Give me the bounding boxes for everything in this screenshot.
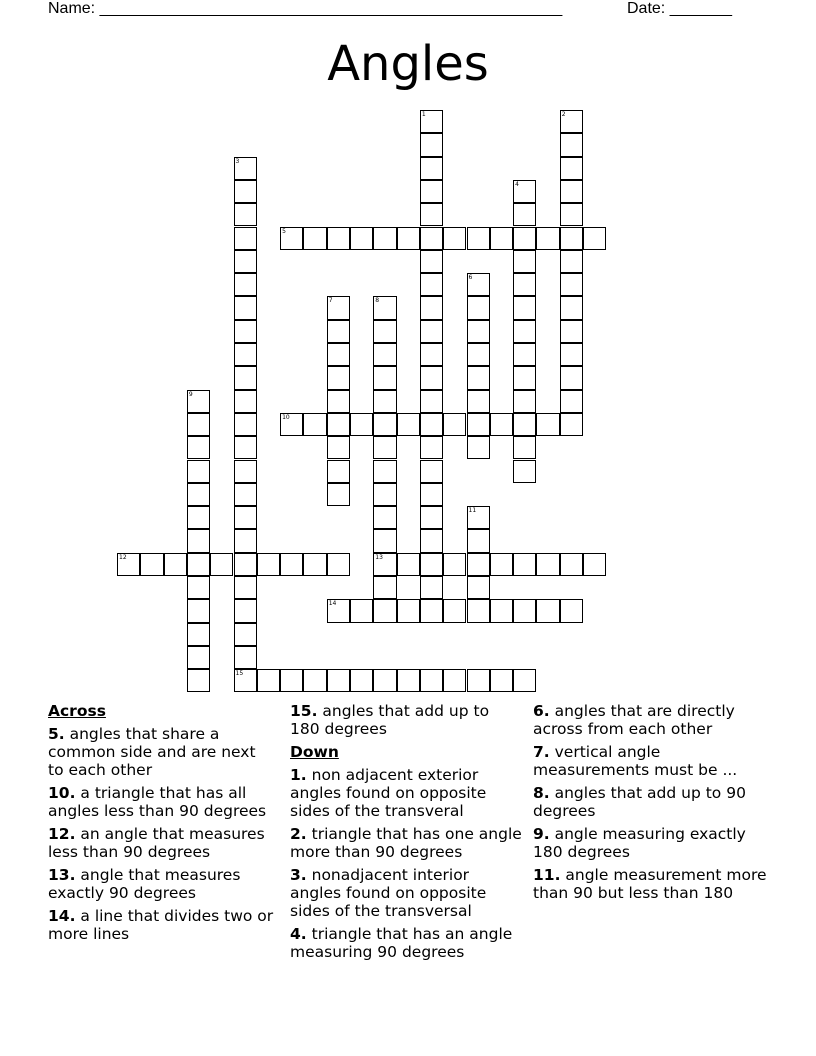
grid-cell[interactable]: [467, 436, 490, 459]
grid-cell[interactable]: [560, 157, 583, 180]
grid-cell[interactable]: [467, 669, 490, 692]
grid-cell[interactable]: [280, 553, 303, 576]
grid-cell[interactable]: [583, 227, 606, 250]
name-field[interactable]: Name: ____________________________________________________: [48, 0, 563, 17]
grid-cell[interactable]: [420, 343, 443, 366]
grid-cell[interactable]: [420, 250, 443, 273]
grid-cell[interactable]: [420, 506, 443, 529]
grid-cell[interactable]: [560, 227, 583, 250]
grid-cell[interactable]: [140, 553, 163, 576]
grid-cell[interactable]: [234, 250, 257, 273]
clue-number: 10.: [48, 784, 76, 802]
grid-cell[interactable]: [490, 599, 513, 622]
grid-cell[interactable]: [560, 366, 583, 389]
grid-cell[interactable]: [420, 413, 443, 436]
grid-cell[interactable]: [420, 436, 443, 459]
grid-cell[interactable]: [560, 599, 583, 622]
grid-cell[interactable]: [187, 436, 210, 459]
grid-cell[interactable]: [350, 413, 373, 436]
grid-cell[interactable]: [303, 227, 326, 250]
clue-down-4: [290, 925, 522, 961]
clue-across-13: [48, 866, 276, 902]
clue-number-label: 3: [235, 157, 240, 165]
grid-cell[interactable]: [513, 390, 536, 413]
grid-cell[interactable]: [467, 320, 490, 343]
grid-cell[interactable]: [327, 669, 350, 692]
clue-number: 14.: [48, 907, 76, 925]
grid-cell[interactable]: [397, 599, 420, 622]
grid-cell[interactable]: [234, 157, 257, 180]
clue-number: 7.: [533, 743, 550, 761]
clue-text: a triangle that has all angles less than 90 degrees: [48, 784, 267, 820]
grid-cell[interactable]: [234, 483, 257, 506]
grid-cell[interactable]: [303, 669, 326, 692]
grid-cell[interactable]: [420, 669, 443, 692]
grid-cell[interactable]: [560, 133, 583, 156]
grid-cell[interactable]: [234, 646, 257, 669]
grid-cell[interactable]: [117, 553, 140, 576]
clue-across-10: [48, 784, 276, 820]
grid-cell[interactable]: [210, 553, 233, 576]
grid-cell[interactable]: [420, 273, 443, 296]
grid-cell[interactable]: [397, 227, 420, 250]
grid-cell[interactable]: [373, 599, 396, 622]
grid-cell[interactable]: [513, 250, 536, 273]
clue-number: 5.: [48, 725, 65, 743]
grid-cell[interactable]: [420, 320, 443, 343]
grid-cell[interactable]: [443, 413, 466, 436]
grid-cell[interactable]: [327, 390, 350, 413]
grid-cell[interactable]: [373, 483, 396, 506]
grid-cell[interactable]: [513, 320, 536, 343]
grid-cell[interactable]: [560, 110, 583, 133]
grid-cell[interactable]: [234, 273, 257, 296]
grid-cell[interactable]: [467, 343, 490, 366]
clue-number-label: 4: [515, 180, 519, 188]
grid-cell[interactable]: [397, 553, 420, 576]
puzzle-title: Angles: [327, 36, 489, 92]
grid-cell[interactable]: [187, 506, 210, 529]
clue-down-9: [533, 825, 768, 861]
grid-cell[interactable]: [327, 413, 350, 436]
clue-text: angles that share a common side and are next to each other: [48, 725, 256, 779]
clue-across-5: [48, 725, 276, 779]
grid-cell[interactable]: [234, 669, 257, 692]
grid-cell[interactable]: [327, 483, 350, 506]
grid-cell[interactable]: [513, 553, 536, 576]
grid-cell[interactable]: [490, 413, 513, 436]
grid-cell[interactable]: [257, 669, 280, 692]
clue-number: 3.: [290, 866, 307, 884]
grid-cell[interactable]: [490, 553, 513, 576]
clue-text: an angle that measures less than 90 degrees: [48, 825, 265, 861]
clue-text: nonadjacent interior angles found on opposite sides of the transversal: [290, 866, 487, 920]
grid-cell[interactable]: [467, 599, 490, 622]
grid-cell[interactable]: [397, 669, 420, 692]
clue-text: vertical angle measurements must be ...: [533, 743, 738, 779]
clue-down-2: [290, 825, 522, 861]
grid-cell[interactable]: [513, 669, 536, 692]
grid-cell[interactable]: [420, 203, 443, 226]
grid-cell[interactable]: [280, 227, 303, 250]
grid-cell[interactable]: [373, 366, 396, 389]
grid-cell[interactable]: [420, 227, 443, 250]
clue-number: 1.: [290, 766, 307, 784]
clue-text: a line that divides two or more lines: [48, 907, 274, 943]
grid-cell[interactable]: [187, 390, 210, 413]
grid-cell[interactable]: [560, 273, 583, 296]
clue-number-label: 11: [468, 507, 477, 515]
grid-cell[interactable]: [560, 320, 583, 343]
grid-cell[interactable]: [420, 599, 443, 622]
grid-cell[interactable]: [234, 436, 257, 459]
grid-cell[interactable]: [467, 576, 490, 599]
grid-cell[interactable]: [420, 576, 443, 599]
clue-column-1: [48, 702, 276, 948]
grid-cell[interactable]: [373, 669, 396, 692]
clue-text: angles that add up to 90 degrees: [533, 784, 746, 820]
grid-cell[interactable]: [513, 436, 536, 459]
grid-cell[interactable]: [327, 366, 350, 389]
clue-across-15: [290, 702, 522, 738]
clue-number-label: 2: [561, 111, 566, 118]
grid-cell[interactable]: [303, 553, 326, 576]
clue-number-label: 8: [375, 297, 380, 305]
clue-number: 11.: [533, 866, 561, 884]
grid-cell[interactable]: [443, 553, 466, 576]
grid-cell[interactable]: [187, 553, 210, 576]
grid-cell[interactable]: [373, 436, 396, 459]
grid-cell[interactable]: [397, 413, 420, 436]
grid-cell[interactable]: [467, 553, 490, 576]
clue-number: 8.: [533, 784, 550, 802]
clue-number-label: 5: [282, 227, 286, 235]
clue-down-7: [533, 743, 768, 779]
grid-cell[interactable]: [443, 669, 466, 692]
grid-cell[interactable]: [420, 483, 443, 506]
grid-cell[interactable]: [560, 553, 583, 576]
clue-number: 4.: [290, 925, 307, 943]
grid-cell[interactable]: [234, 506, 257, 529]
grid-cell[interactable]: [536, 553, 559, 576]
grid-cell[interactable]: [187, 576, 210, 599]
grid-cell[interactable]: [513, 343, 536, 366]
grid-cell[interactable]: [420, 296, 443, 319]
grid-cell[interactable]: [187, 529, 210, 552]
clue-text: triangle that has one angle more than 90 degrees: [290, 825, 522, 861]
grid-cell[interactable]: [513, 460, 536, 483]
clue-text: non adjacent exterior angles found on opposite sides of the transveral: [290, 766, 487, 820]
clue-down-6: [533, 702, 768, 738]
grid-cell[interactable]: [234, 296, 257, 319]
clue-number-label: 10: [282, 413, 290, 421]
grid-cell[interactable]: [467, 529, 490, 552]
grid-cell[interactable]: [536, 599, 559, 622]
grid-cell[interactable]: [373, 390, 396, 413]
grid-cell[interactable]: [234, 320, 257, 343]
grid-cell[interactable]: [560, 390, 583, 413]
clue-number: 6.: [533, 702, 550, 720]
grid-cell[interactable]: [187, 460, 210, 483]
grid-cell[interactable]: [420, 157, 443, 180]
grid-cell[interactable]: [513, 413, 536, 436]
clue-number-label: 12: [119, 553, 127, 561]
grid-cell[interactable]: [443, 227, 466, 250]
grid-cell[interactable]: [420, 390, 443, 413]
clue-down-8: [533, 784, 768, 820]
grid-cell[interactable]: [467, 390, 490, 413]
grid-cell[interactable]: [420, 180, 443, 203]
grid-cell[interactable]: [420, 529, 443, 552]
grid-cell[interactable]: [327, 296, 350, 319]
grid-cell[interactable]: [187, 413, 210, 436]
grid-cell[interactable]: [234, 343, 257, 366]
grid-cell[interactable]: [373, 296, 396, 319]
grid-cell[interactable]: [234, 180, 257, 203]
grid-cell[interactable]: [350, 669, 373, 692]
clue-text: angle measuring exactly 180 degrees: [533, 825, 746, 861]
grid-cell[interactable]: [234, 390, 257, 413]
grid-cell[interactable]: [234, 576, 257, 599]
grid-cell[interactable]: [560, 203, 583, 226]
grid-cell[interactable]: [513, 203, 536, 226]
clue-number: 9.: [533, 825, 550, 843]
grid-cell[interactable]: [373, 320, 396, 343]
grid-cell[interactable]: [234, 529, 257, 552]
grid-cell[interactable]: [234, 553, 257, 576]
grid-cell[interactable]: [513, 273, 536, 296]
grid-cell[interactable]: [234, 599, 257, 622]
grid-cell[interactable]: [467, 366, 490, 389]
grid-cell[interactable]: [467, 413, 490, 436]
grid-cell[interactable]: [420, 133, 443, 156]
clue-across-14: [48, 907, 276, 943]
grid-cell[interactable]: [513, 180, 536, 203]
grid-cell[interactable]: [327, 320, 350, 343]
grid-cell[interactable]: [373, 506, 396, 529]
grid-cell[interactable]: [187, 669, 210, 692]
grid-cell[interactable]: [303, 413, 326, 436]
grid-cell[interactable]: [583, 553, 606, 576]
clue-text: angle measurement more than 90 but less than 180: [533, 866, 767, 902]
grid-cell[interactable]: [327, 460, 350, 483]
clue-number-label: 14: [328, 600, 337, 608]
grid-cell[interactable]: [560, 413, 583, 436]
grid-cell[interactable]: [467, 227, 490, 250]
grid-cell[interactable]: [420, 553, 443, 576]
grid-cell[interactable]: [467, 296, 490, 319]
grid-cell[interactable]: [327, 553, 350, 576]
clue-text: triangle that has an angle measuring 90 degrees: [290, 925, 513, 961]
grid-cell[interactable]: [420, 366, 443, 389]
grid-cell[interactable]: [373, 343, 396, 366]
clue-down-11: [533, 866, 768, 902]
grid-cell[interactable]: [490, 227, 513, 250]
grid-cell[interactable]: [350, 599, 373, 622]
grid-cell[interactable]: [373, 227, 396, 250]
clue-text: angle that measures exactly 90 degrees: [48, 866, 241, 902]
grid-cell[interactable]: [234, 203, 257, 226]
grid-cell[interactable]: [234, 366, 257, 389]
grid-cell[interactable]: [443, 599, 466, 622]
grid-cell[interactable]: [373, 576, 396, 599]
grid-cell[interactable]: [420, 110, 443, 133]
clue-number-label: 1: [421, 111, 426, 118]
grid-cell[interactable]: [164, 553, 187, 576]
clue-column-2: [290, 702, 522, 966]
clue-text: angles that add up to 180 degrees: [290, 702, 490, 738]
grid-cell[interactable]: [327, 343, 350, 366]
grid-cell[interactable]: [234, 227, 257, 250]
grid-cell[interactable]: [467, 506, 490, 529]
grid-cell[interactable]: [280, 669, 303, 692]
clue-number-label: 7: [328, 297, 333, 305]
down-heading: Down: [290, 743, 339, 761]
clue-text: angles that are directly across from each other: [533, 702, 735, 738]
clue-across-12: [48, 825, 276, 861]
grid-cell[interactable]: [373, 413, 396, 436]
grid-cell[interactable]: [560, 250, 583, 273]
clue-number-label: 9: [188, 390, 193, 398]
grid-cell[interactable]: [373, 553, 396, 576]
grid-cell[interactable]: [536, 227, 559, 250]
grid-cell[interactable]: [490, 669, 513, 692]
grid-cell[interactable]: [560, 180, 583, 203]
grid-cell[interactable]: [234, 460, 257, 483]
grid-cell[interactable]: [187, 623, 210, 646]
grid-cell[interactable]: [280, 413, 303, 436]
grid-cell[interactable]: [327, 436, 350, 459]
grid-cell[interactable]: [350, 227, 373, 250]
grid-cell[interactable]: [373, 529, 396, 552]
grid-cell[interactable]: [513, 227, 536, 250]
clue-number: 12.: [48, 825, 76, 843]
clue-down-3: [290, 866, 522, 920]
clue-number: 13.: [48, 866, 76, 884]
clue-number-label: 6: [468, 274, 473, 282]
clue-number: 2.: [290, 825, 307, 843]
grid-cell[interactable]: [257, 553, 280, 576]
clue-down-1: [290, 766, 522, 820]
across-heading: Across: [48, 702, 106, 720]
grid-cell[interactable]: [187, 483, 210, 506]
date-field[interactable]: Date: _______: [627, 0, 732, 17]
grid-cell[interactable]: [513, 366, 536, 389]
grid-cell[interactable]: [560, 296, 583, 319]
grid-cell[interactable]: [187, 646, 210, 669]
clue-number-label: 13: [375, 553, 383, 561]
grid-cell[interactable]: [373, 460, 396, 483]
grid-cell[interactable]: [513, 296, 536, 319]
clue-number-label: 15: [235, 670, 244, 678]
grid-cell[interactable]: [536, 413, 559, 436]
grid-cell[interactable]: [187, 599, 210, 622]
clue-number: 15.: [290, 702, 318, 720]
grid-cell[interactable]: [513, 599, 536, 622]
grid-cell[interactable]: [560, 343, 583, 366]
grid-cell[interactable]: [327, 599, 350, 622]
grid-cell[interactable]: [467, 273, 490, 296]
grid-cell[interactable]: [234, 623, 257, 646]
grid-cell[interactable]: [234, 413, 257, 436]
header: [0, 0, 816, 22]
grid-cell[interactable]: [327, 227, 350, 250]
clue-column-3: [533, 702, 768, 907]
grid-cell[interactable]: [420, 460, 443, 483]
